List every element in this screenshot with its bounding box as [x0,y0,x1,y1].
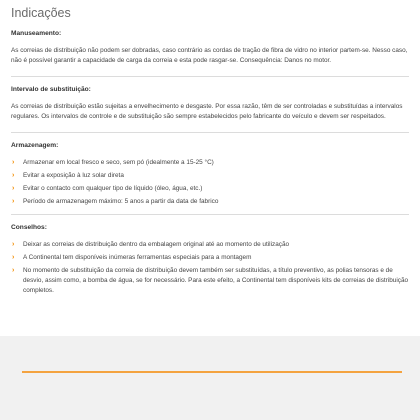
chevron-right-icon: › [12,241,15,248]
advice-list [11,240,409,296]
list-item-text: Evitar o contacto com qualquer tipo de líquido (óleo, água, etc.) [23,185,203,192]
list-item-text: No momento de substituição da correia de distribuição devem também ser substituídas, a título preventivo, as polias tensoras e de desvio, assim como, a bomba de água, se for necessário. Para este efeito, a Continental tem disponíveis kits de correias de distribuição completos. [23,267,409,294]
main-content [11,6,409,303]
chevron-right-icon: › [12,198,15,205]
section-text-manuseamento: As correias de distribuição não podem ser dobradas, caso contrário as cordas de tração de fibra de vidro no interior partem-se. Nesso caso, não é possível garantir a capacidade de carga da correia e esta pode rasgar-se. Consequência: Danos no motor. [11,47,408,64]
chevron-right-icon: › [12,185,15,192]
divider [11,132,409,133]
list-item-text: Armazenar em local fresco e seco, sem pó (idealmente a 15-25 °C) [23,159,214,166]
chevron-right-icon: › [12,159,15,166]
footer-accent-line [22,371,402,373]
list-item-text: Evitar a exposição à luz solar direta [23,172,124,179]
list-item-text: Deixar as correias de distribuição dentro da embalagem original até ao momento de utilização [23,241,290,248]
list-item [11,184,409,194]
footer-band [0,336,420,420]
page-title: Indicações [11,6,71,20]
section-text-intervalo: As correias de distribuição estão sujeitas a envelhecimento e desgaste. Por essa razão, têm de ser controladas e substituídas a intervalos regulares. Os intervalos de controle e de substituição são sempre estabelecidos pelo fabricante do veículo e devem ser respeitados. [11,103,403,120]
chevron-right-icon: › [12,267,15,274]
section-heading-intervalo: Intervalo de substituição: [11,86,91,93]
list-item [11,240,409,250]
list-item [11,158,409,168]
list-item [11,197,409,207]
section-heading-conselhos: Conselhos: [11,224,47,231]
list-item-text: Período de armazenagem máximo: 5 anos a partir da data de fabrico [23,198,219,205]
divider [11,214,409,215]
chevron-right-icon: › [12,172,15,179]
storage-list [11,158,409,207]
chevron-right-icon: › [12,254,15,261]
list-item [11,171,409,181]
list-item [11,253,409,263]
list-item [11,266,409,296]
section-heading-armazenagem: Armazenagem: [11,142,59,149]
section-heading-manuseamento: Manuseamento: [11,30,62,37]
divider [11,76,409,77]
list-item-text: A Continental tem disponíveis inúmeras ferramentas especiais para a montagem [23,254,252,261]
